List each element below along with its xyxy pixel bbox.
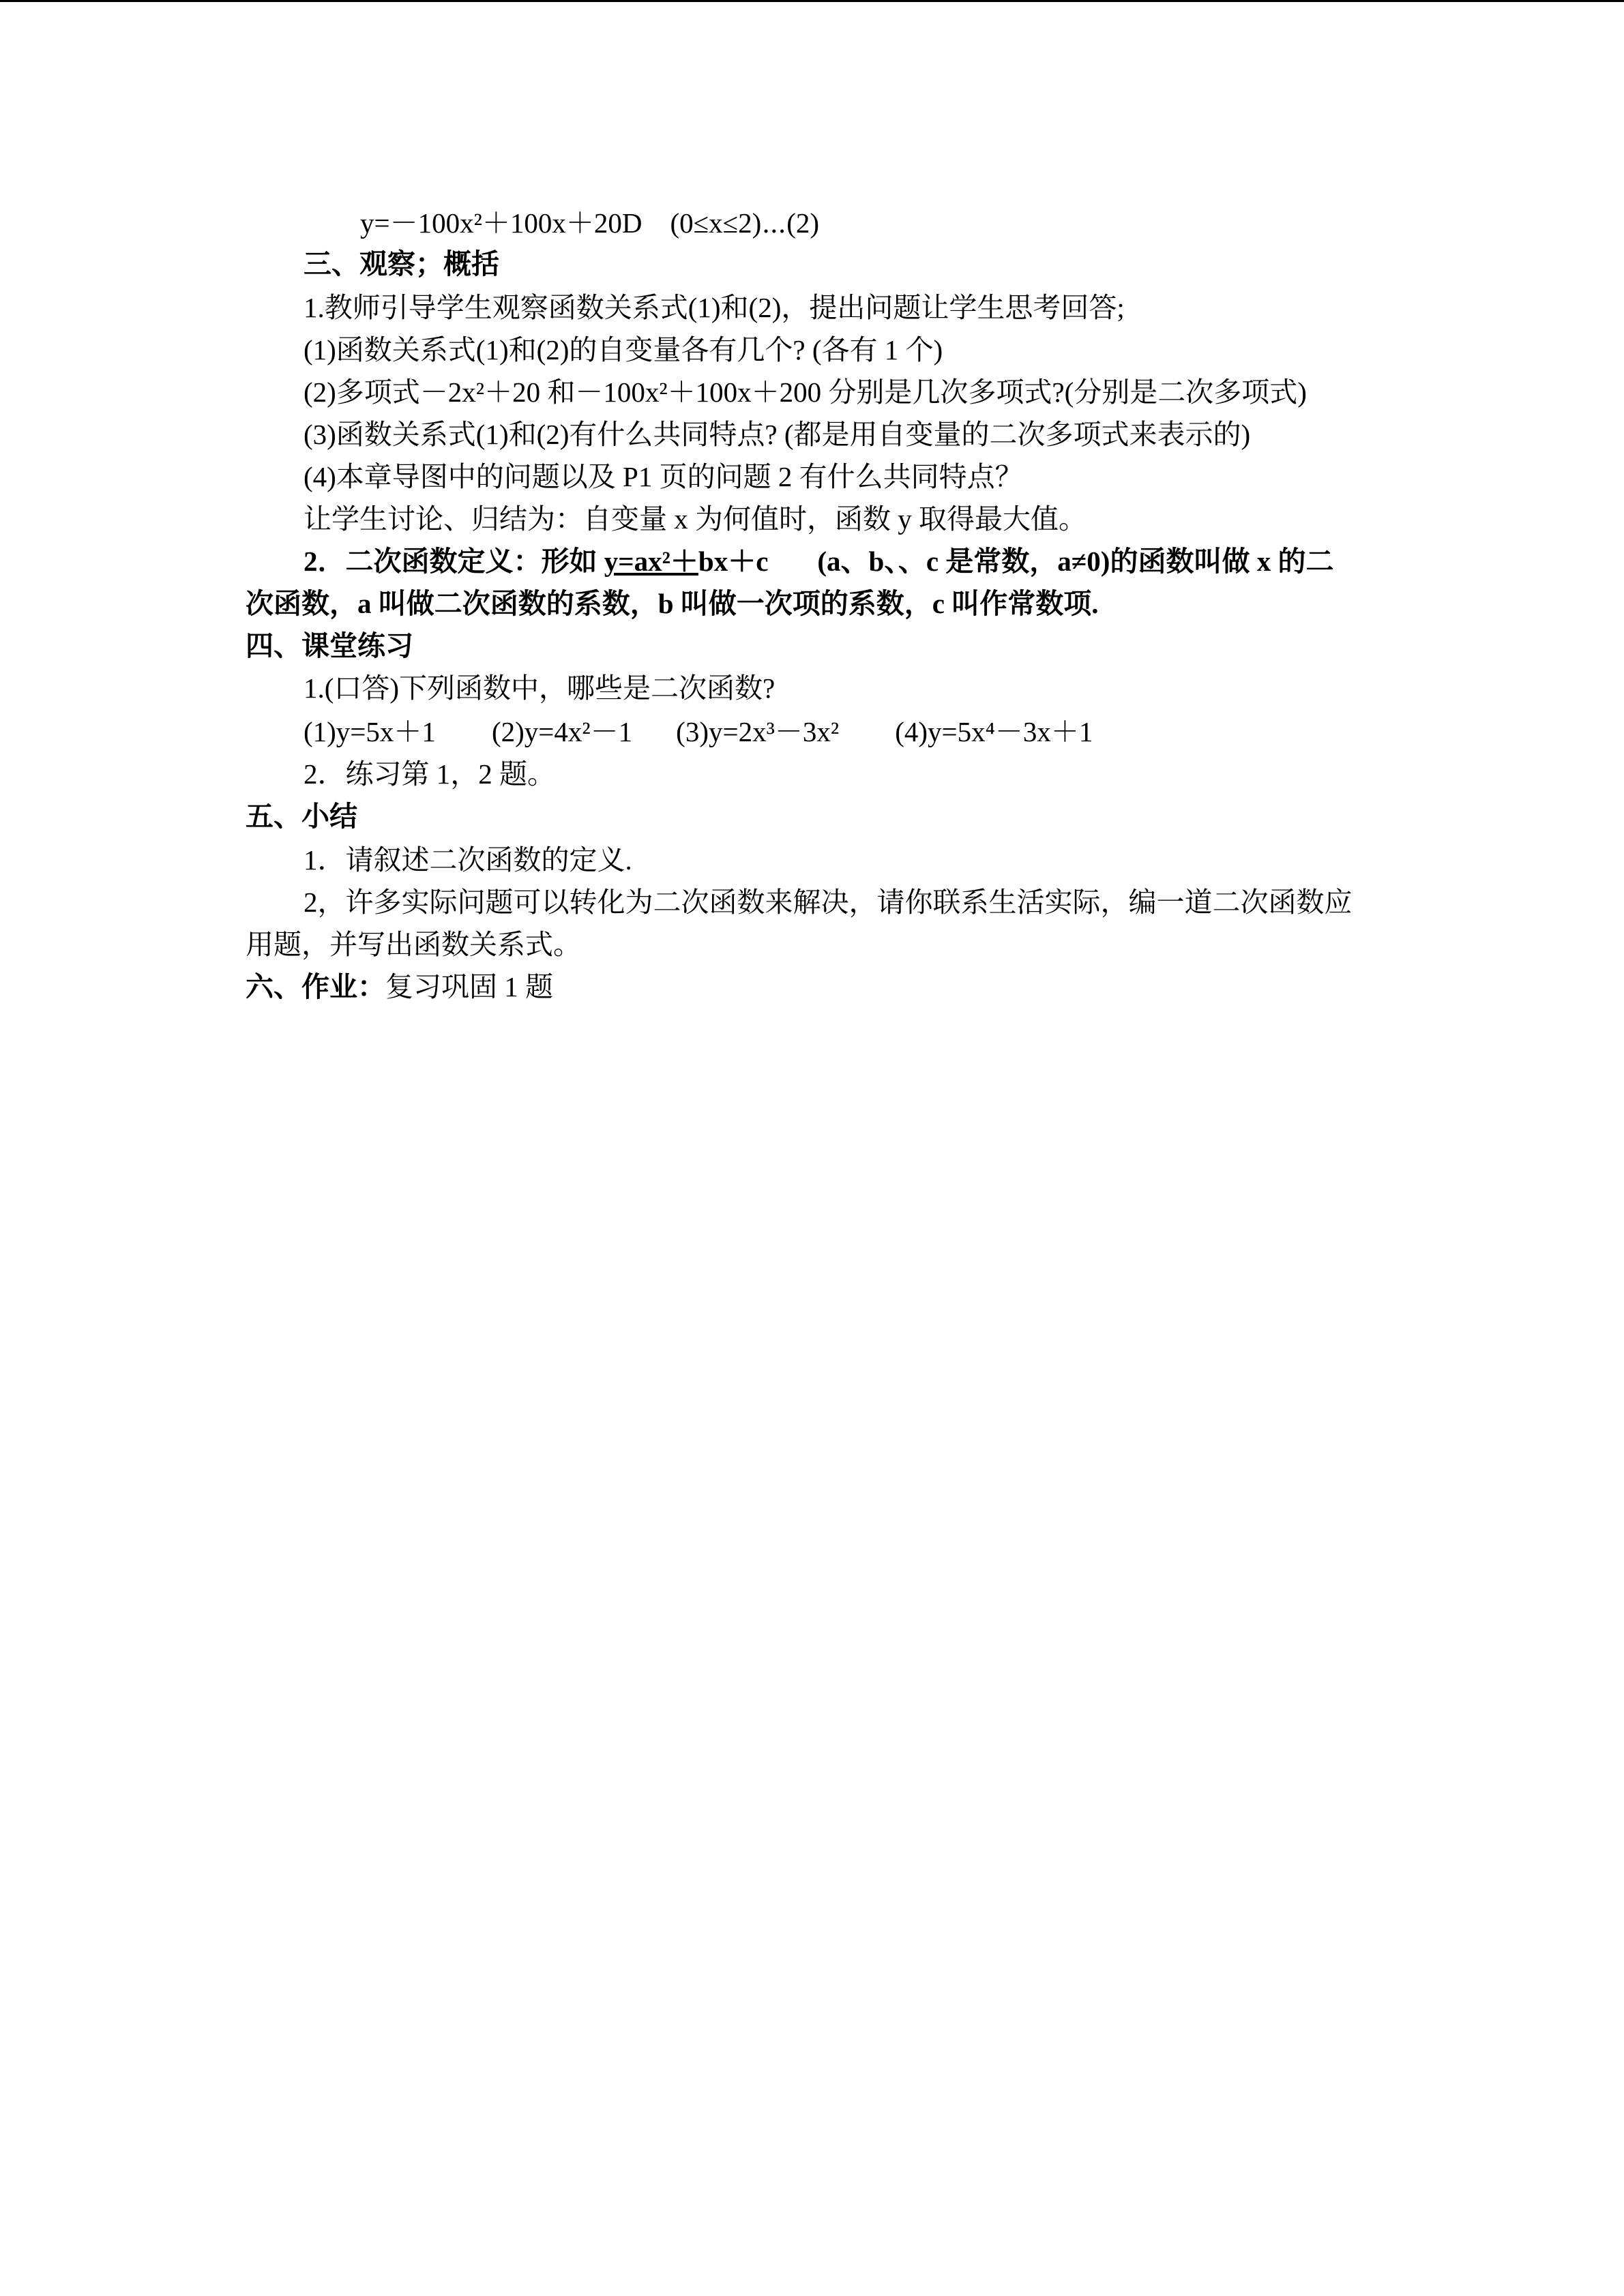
section-4-exercise: 2．练习第 1，2 题。 bbox=[304, 758, 555, 790]
quadratic-definition-line-2: 次函数，a 叫做二次函数的系数，b 叫做一次项的系数，c 叫作常数项. bbox=[246, 588, 1099, 619]
definition-formula-rest: bx＋c bbox=[698, 546, 769, 577]
option-3: (3)y=2x³－3x² bbox=[676, 716, 840, 747]
section-5-item-2-line-2: 用题，并写出函数关系式。 bbox=[246, 929, 581, 960]
definition-prefix: 2．二次函数定义：形如 bbox=[304, 546, 604, 577]
section-4-heading: 四、课堂练习 bbox=[246, 630, 413, 661]
section-5-heading: 五、小结 bbox=[246, 801, 357, 832]
section-6-text: 复习巩固 1 题 bbox=[385, 971, 553, 1002]
section-3-question-2: (2)多项式－2x²＋20 和－100x²＋100x＋200 分别是几次多项式?(分别是二次多项式) bbox=[304, 376, 1307, 408]
section-4-options bbox=[304, 711, 1093, 753]
formula-2: y=－100x²＋100x＋20D (0≤x≤2)⋯(2) bbox=[360, 207, 820, 239]
section-3-question-3: (3)函数关系式(1)和(2)有什么共同特点? (都是用自变量的二次多项式来表示的) bbox=[304, 419, 1251, 450]
quadratic-definition-line-1 bbox=[304, 540, 1333, 582]
section-5-item-1: 1．请叙述二次函数的定义. bbox=[304, 844, 632, 876]
section-3-discussion: 让学生讨论、归结为：自变量 x 为何值时，函数 y 取得最大值。 bbox=[304, 503, 1087, 535]
section-3-heading: 三、观察；概括 bbox=[304, 248, 499, 280]
section-6-heading: 六、作业： bbox=[246, 971, 385, 1002]
section-6-homework bbox=[246, 966, 553, 1008]
definition-suffix: (a、b、、c 是常数，a≠0)的函数叫做 x 的二 bbox=[817, 546, 1334, 577]
option-1: (1)y=5x＋1 bbox=[304, 716, 436, 747]
section-5-item-2-line-1: 2，许多实际问题可以转化为二次函数来解决，请你联系生活实际，编一道二次函数应 bbox=[304, 886, 1353, 918]
section-3-question-4: (4)本章导图中的问题以及 P1 页的问题 2 有什么共同特点？ bbox=[304, 461, 1023, 492]
section-3-question-intro: 1.教师引导学生观察函数关系式(1)和(2)，提出问题让学生思考回答; bbox=[304, 292, 1125, 323]
definition-formula-underlined: y=ax²＋ bbox=[604, 546, 698, 577]
option-4: (4)y=5x⁴－3x＋1 bbox=[895, 716, 1093, 747]
section-3-question-1: (1)函数关系式(1)和(2)的自变量各有几个? (各有 1 个) bbox=[304, 334, 943, 366]
option-2: (2)y=4x²－1 bbox=[491, 716, 633, 747]
section-4-question-intro: 1.(口答)下列函数中，哪些是二次函数? bbox=[304, 672, 776, 704]
